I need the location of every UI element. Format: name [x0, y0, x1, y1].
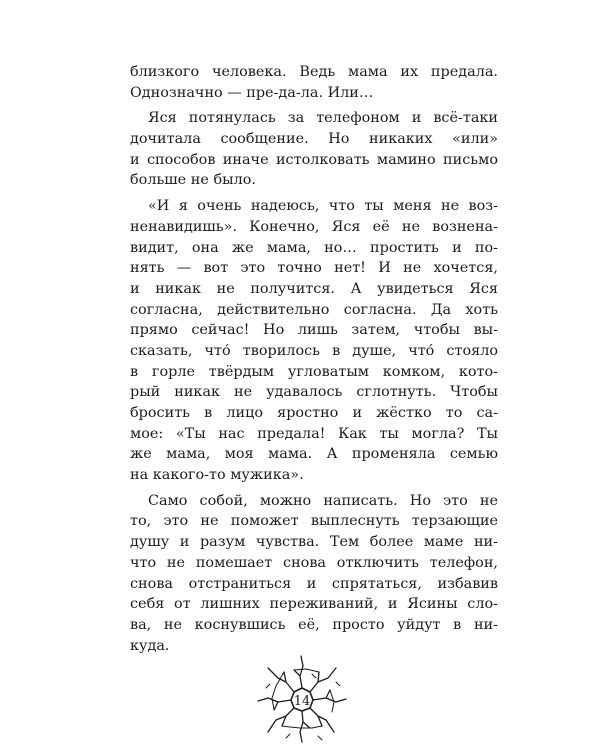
text-line: в горле твёрдым угловатым комком, кото-: [130, 363, 498, 380]
page-folio: [256, 652, 348, 744]
paragraph-4: [130, 491, 498, 657]
body-text: [130, 62, 498, 661]
text-line: душу и разум чувства. Тем более маме ни-: [130, 534, 498, 551]
text-line: же мама, моя мама. А променяла семью: [130, 446, 498, 463]
text-line: на какого-то мужика».: [130, 467, 304, 484]
text-line: ненавидишь». Конечно, Яся её не возненa-: [130, 218, 498, 235]
text-line: Однозначно — пре-да-ла. Или…: [130, 84, 374, 101]
text-line: бросить в лицо яростно и жёстко то са-: [130, 405, 498, 421]
text-line: что не помешает снова отключить телефон,: [130, 554, 498, 571]
text-line: рый никак не удавалось сглотнуть. Чтобы: [130, 384, 498, 401]
text-line: Само собой, можно написать. Но это не: [148, 492, 498, 509]
text-line: видит, она же мама, но… простить и по-: [130, 239, 498, 256]
text-line: и никак не получится. А увидеться Яся: [130, 280, 498, 297]
text-line: нять — вот это точно нет! И не хочется,: [130, 260, 498, 277]
page-number: 14: [293, 694, 311, 709]
text-line: больше не было.: [130, 172, 256, 189]
paragraph-3: [130, 196, 498, 486]
text-line: близкого человека. Ведь мама их предала.: [130, 64, 498, 80]
text-line: дочитала сообщение. Но никаких «или»: [130, 131, 498, 148]
text-line: то, это не поможет выплеснуть терзающие: [130, 513, 498, 530]
text-line: Яся потянулась за телефоном и всё-таки: [148, 110, 498, 127]
text-line: «И я очень надеюсь, что ты меня не воз-: [148, 198, 498, 215]
text-line: себя от лишних переживаний, и Ясины сло-: [130, 596, 498, 613]
paragraph-2: [130, 108, 498, 191]
paragraph-1: [130, 62, 498, 103]
text-line: ва, не коснувшись её, просто уйдут в ни-: [130, 616, 498, 633]
text-line: мое: «Ты нас предала! Как ты могла? Ты: [130, 425, 498, 442]
text-line: куда.: [130, 637, 170, 654]
text-line: сказать, что́ творилось в душе, что́ стояло: [130, 342, 498, 359]
text-line: снова отстраниться и спрятаться, избавив: [130, 575, 498, 592]
text-line: прямо сейчас! Но лишь затем, чтобы вы-: [130, 322, 498, 339]
text-line: согласна, действительно согласна. Да хоть: [130, 301, 498, 318]
text-line: и способов иначе истолковать мамино письмо: [130, 151, 498, 168]
